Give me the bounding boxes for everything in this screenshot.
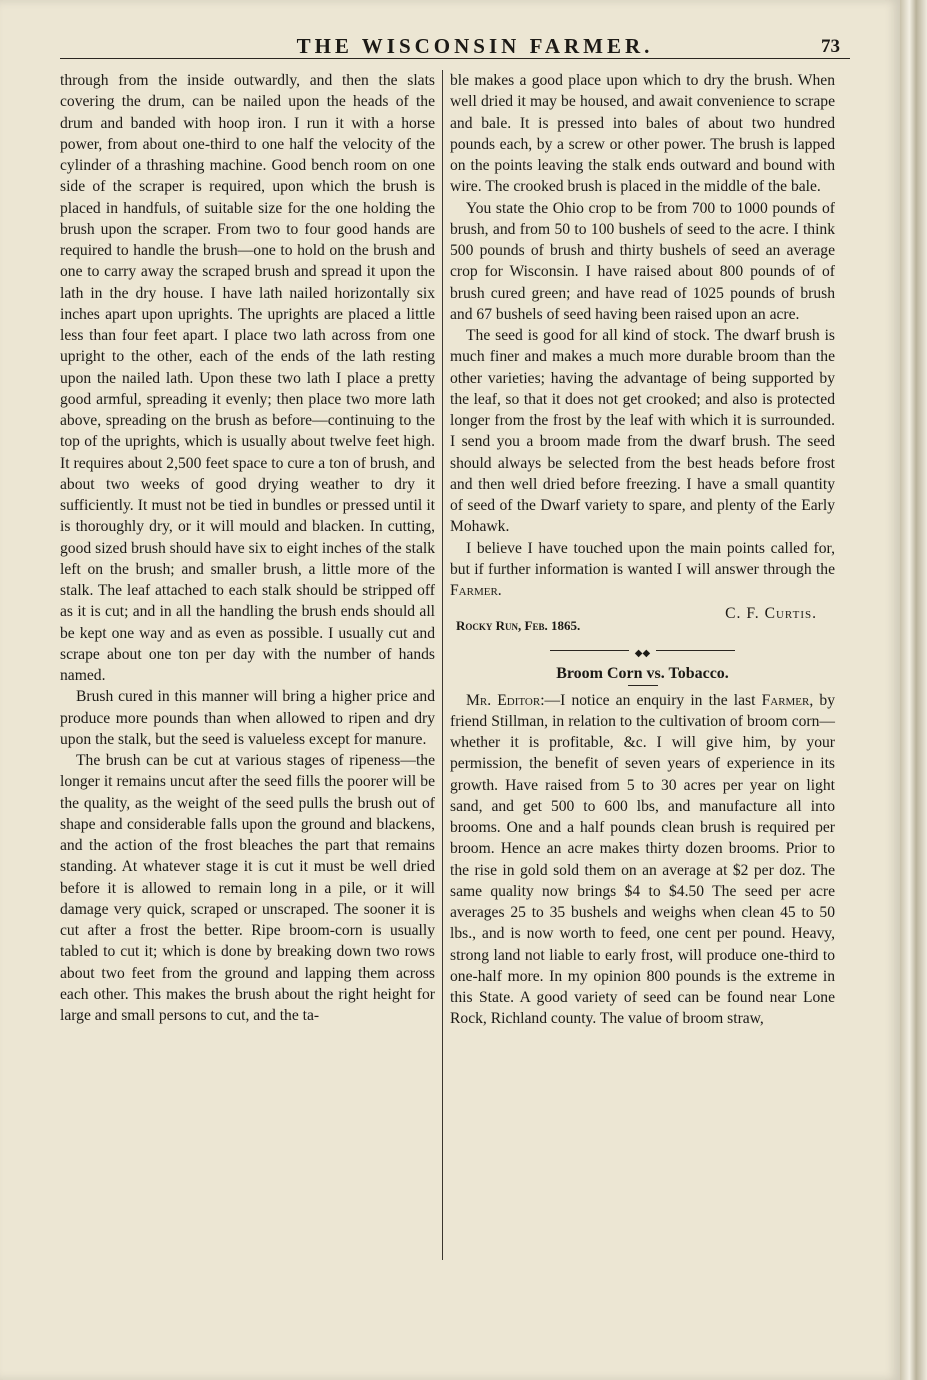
left-paragraph-3: The brush can be cut at various stages of ripeness—the longer it remains uncut after the seed fills the poorer will be the quality, as the weight of the seed pulls the brush out of shape and considerable falls upon the ground and blackens, and the action of the frost bleaches the part that remains standing. At whatever stage it is cut it must be well dried before it is allowed to remain long in a pile, or it will damage very quick, scraped or unscraped. The sooner it is cut after a frost the better. Ripe broom-corn is usually tabled to cut it; which is done by breaking down two rows about two feet from the ground and lapping them across each other. This makes the brush about the right height for large and small persons to cut, and the ta- (60, 752, 435, 1024)
header-rule (60, 58, 850, 59)
page-edge (900, 0, 927, 1380)
right-paragraph-4 (450, 538, 835, 602)
salutation: Mr. Editor (466, 691, 541, 709)
column-divider (442, 70, 443, 1260)
left-column (60, 70, 435, 1026)
letter-text-b: , by friend Stillman, in relation to the cultivation of broom corn—whether it is profitable, &c. I will give him, by your permission, the benefit of seven years of experience in its growth. Have raised from 5 to 30 acres per year on light sand, and get 500 to 600 lbs, and manufacture all into brooms. One and a half pounds clean brush is required per broom. Hence an acre makes thirty dozen brooms. Prior to the rise in gold sold them on an average at $2 per doz. The same quality now brings $4 to $4.50 The seed per acre averages 25 to 35 bushels and weighs when clean 45 to 50 lbs., and is now worth to feed, one cent per pound. Heavy, strong land not liable to early frost, will produce one-third to one-half more. In my opinion 800 pounds is the extreme in this State. A good variety of seed can be found near Lone Rock, Richland county. The value of broom straw, (450, 691, 836, 1028)
farmer-reference: Farmer. (450, 582, 502, 599)
right-column (450, 70, 835, 1030)
page-number: 73 (821, 36, 840, 57)
farmer-reference-2: Farmer (761, 691, 810, 709)
running-title: THE WISCONSIN FARMER. (296, 34, 654, 58)
heading-rule (628, 685, 658, 686)
left-paragraph-2: Brush cured in this manner will bring a higher price and produce more pounds than when allowed to ripen and dry upon the stalk, but the seed is valueless except for manure. (60, 688, 435, 748)
separator-ornament: ◆◆ (629, 648, 656, 659)
page-header (60, 28, 860, 68)
article-heading: Broom Corn vs. Tobacco. (556, 665, 729, 683)
right-paragraph-5 (450, 690, 835, 1030)
right-paragraph-2: You state the Ohio crop to be from 700 to 1000 pounds of brush, and from 50 to 100 bushels of seed to the acre. I think 500 pounds of brush and thirty bushels of seed an average crop for Wisconsin. I have raised about 800 pounds of of brush cured green; and have read of 1025 pounds of brush and 67 bushels of seed having been raised upon an acre. (450, 199, 835, 323)
closing-text: I believe I have touched upon the main points called for, but if further information is wanted I will answer through the (450, 539, 835, 578)
place-date: Rocky Run, Feb. 1865. (456, 618, 581, 634)
left-paragraph-1: through from the inside outwardly, and then the slats covering the drum, can be nailed upon the heads of the drum and banded with hoop iron. I run it with a horse power, from about one-third to one half the velocity of the cylinder of a thrashing machine. Good bench room on one side of the scraper is required, upon which the brush is placed in handfuls, of suitable size for the one holding the brush upon the scraper. From two to four good hands are required to handle the brush—one to hold on the brush and one to carry away the scraped brush and spread it upon the lath in the dry house. I have lath nailed horizontally six inches apart upon uprights. The uprights are placed a little less than four feet apart. I place two lath across from one upright to the other, each of the ends of the lath resting upon the nailed lath. Upon these two lath I place a pretty good armful, spreading it evenly; then place two more lath above, spreading on the brush as before—continuing to the top of the uprights, which is usually about twelve feet high. It requires about 2,500 feet space to cure a ton of brush, and about two weeks of good drying weather to dry it sufficiently. It must not be tied in bundles or pressed until it is thoroughly dry, or it will mould and blacken. In cutting, good sized brush should have six to eight inches of the stalk left on the brush; and smaller brush, a little more of the stalk. The leaf attached to each stalk should be stripped off as it is cut; and in all the handling the brush ends should all be kept one way and as even as possible. I usually cut and scrape about one ton per day with the number of hands named. (60, 72, 435, 684)
letter-text-a: :—I notice an enquiry in the last (540, 691, 762, 709)
right-paragraph-1: ble makes a good place upon which to dry the brush. When well dried it may be housed, and await convenience to scrape and bale. It is pressed into bales of about two hundred pounds each, by a screw or other power. The brush is lapped on the points leaving the stalk ends outward and bound with wire. The crooked brush is placed in the middle of the bale. (450, 72, 835, 196)
signature-block (450, 601, 835, 641)
right-paragraph-3: The seed is good for all kind of stock. The dwarf brush is much finer and makes a much more durable broom than the other varieties; having the advantage of being supported by the leaf, so that it does not get crooked; and also is protected longer from the frost by the leaf with which it is surrounded. I send you a broom made from the dwarf brush. The seed should always be selected from the best heads before frost and then well dried before freezing. I have a small quantity of seed of the Dwarf variety to spare, and plenty of the Early Mohawk. (450, 327, 835, 536)
section-separator (450, 641, 835, 661)
signature-name: C. F. Curtis. (725, 605, 817, 623)
